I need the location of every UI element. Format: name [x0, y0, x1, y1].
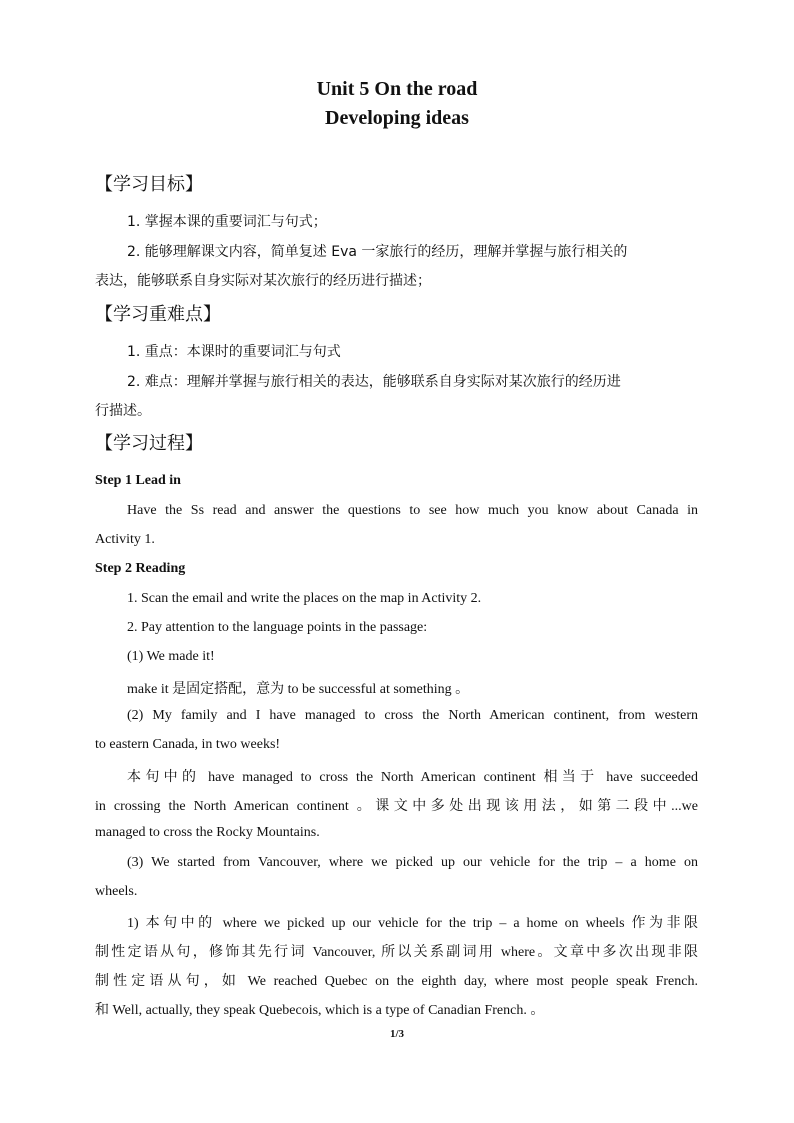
key-point-item-2-line-2: 行描述。: [95, 403, 151, 419]
language-point-3-note-line-4: 和 Well, actually, they speak Quebecois, which is a type of Canadian French. 。: [95, 1003, 545, 1018]
page-number: 1/3: [389, 1028, 405, 1040]
language-point-2-note-line-2: in crossing the North American continent 。课文中多处出现该用法，如第二段中...we: [95, 799, 698, 814]
step-2-heading: Step 2 Reading: [95, 561, 186, 576]
language-point-3-note-line-1: 1) 本句中的 where we picked up our vehicle for the trip – a home on wheels 作为非限: [127, 916, 698, 931]
key-point-item-2-line-1: 2. 难点：理解并掌握与旅行相关的表达，能够联系自身实际对某次旅行的经历进: [127, 374, 621, 390]
section-heading-key-points: 【学习重难点】: [95, 304, 221, 325]
objective-item-1: 1. 掌握本课的重要词汇与句式；: [127, 214, 327, 230]
language-point-2-line-1: (2) My family and I have managed to cross the North American continent, from western: [127, 708, 698, 723]
step-2-item-1: 1. Scan the email and write the places on the map in Activity 2.: [127, 591, 482, 606]
objective-item-2-line-2: 表达，能够联系自身实际对某次旅行的经历进行描述；: [95, 273, 431, 289]
section-heading-objectives: 【学习目标】: [95, 174, 203, 195]
document-title: Unit 5 On the road: [316, 78, 478, 100]
key-point-item-1: 1. 重点：本课时的重要词汇与句式: [127, 344, 341, 360]
step-1-text-line-2: Activity 1.: [95, 532, 155, 547]
language-point-3-line-1: (3) We started from Vancouver, where we picked up our vehicle for the trip – a home on: [127, 855, 698, 870]
step-2-item-2: 2. Pay attention to the language points in the passage:: [127, 620, 428, 635]
language-point-1-note: make it 是固定搭配，意为 to be successful at something 。: [127, 682, 470, 697]
language-point-3-line-2: wheels.: [95, 884, 138, 899]
language-point-2-note-line-3: managed to cross the Rocky Mountains.: [95, 825, 320, 840]
step-1-heading: Step 1 Lead in: [95, 473, 181, 488]
language-point-2-line-2: to eastern Canada, in two weeks!: [95, 737, 281, 752]
language-point-3-note-line-3: 制性定语从句，如 We reached Quebec on the eighth day, where most people speak French.: [95, 974, 698, 989]
language-point-3-note-line-2: 制性定语从句，修饰其先行词 Vancouver, 所以关系副词用 where。文章中多次出现非限: [95, 945, 698, 960]
step-1-text-line-1: Have the Ss read and answer the questions to see how much you know about Canada in: [127, 503, 698, 518]
section-heading-process: 【学习过程】: [95, 433, 203, 454]
language-point-2-note-line-1: 本句中的 have managed to cross the North American continent 相当于 have succeeded: [127, 770, 698, 785]
objective-item-2-line-1: 2. 能够理解课文内容，简单复述 Eva 一家旅行的经历，理解并掌握与旅行相关的: [127, 244, 628, 260]
language-point-1: (1) We made it!: [127, 649, 215, 664]
document-subtitle: Developing ideas: [325, 107, 469, 129]
